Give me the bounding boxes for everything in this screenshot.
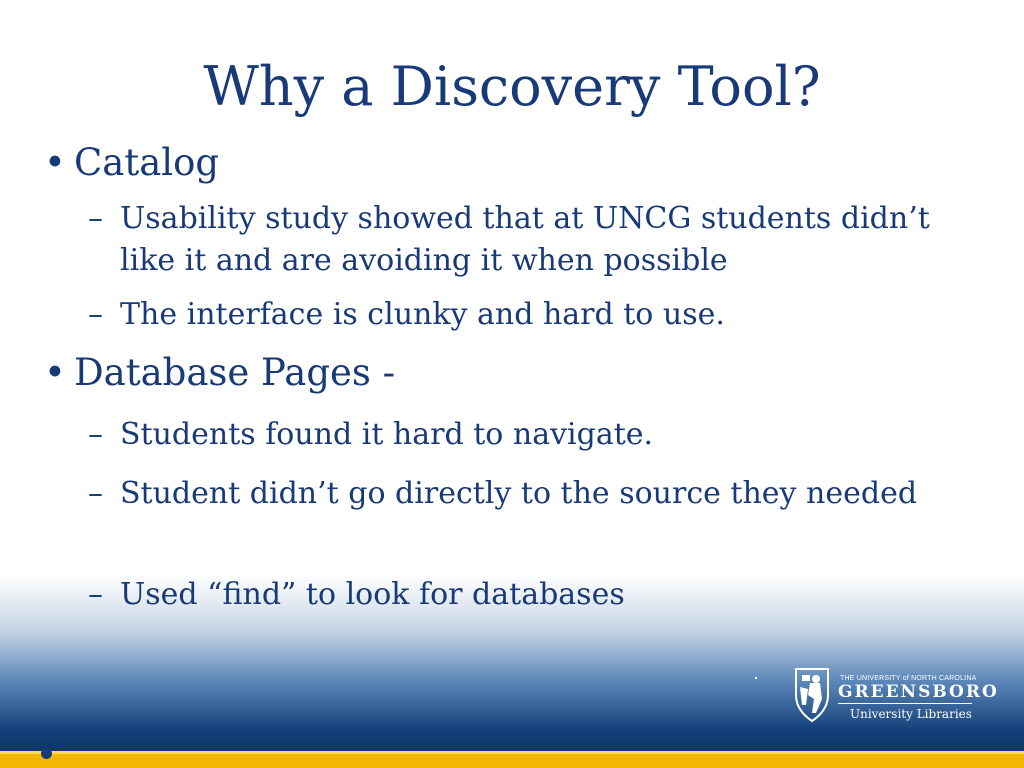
- sub-bullet-text: Usability study showed that at UNCG students didn’t like it and are avoiding it when possible: [120, 201, 930, 278]
- dash-marker: –: [88, 297, 103, 332]
- decorative-dot: [755, 677, 757, 679]
- bullet-database-pages: [44, 350, 395, 396]
- dash-marker: –: [88, 417, 103, 452]
- stray-bullet-dot: [41, 748, 52, 759]
- sub-bullet-text: Student didn’t go directly to the source they needed: [120, 476, 918, 511]
- bullet-text: Catalog: [74, 141, 220, 184]
- bullet-marker: •: [44, 351, 66, 394]
- logo-greensboro-wordmark: GREENSBORO: [838, 682, 999, 702]
- slide-title: Why a Discovery Tool?: [203, 55, 821, 118]
- bullet-marker: •: [44, 141, 66, 184]
- sub-bullet-interface: [88, 294, 968, 336]
- sub-bullet-source: [88, 471, 968, 517]
- spartan-shield-icon: [790, 665, 834, 723]
- dash-marker: –: [88, 476, 103, 511]
- sub-bullet-used-find: [88, 574, 968, 616]
- sub-bullet-text: Students found it hard to navigate.: [120, 417, 654, 452]
- logo-divider: [838, 703, 972, 704]
- uncg-libraries-logo: [790, 665, 999, 723]
- sub-bullet-hard-to-navigate: [88, 414, 968, 456]
- sub-bullet-text: The interface is clunky and hard to use.: [120, 297, 725, 332]
- bullet-catalog: [44, 140, 219, 186]
- footer-gold-bar: [0, 751, 1024, 768]
- dash-marker: –: [88, 577, 103, 612]
- dash-marker: –: [88, 201, 103, 236]
- bullet-text: Database Pages -: [74, 351, 396, 394]
- sub-bullet-usability-study: [88, 198, 968, 282]
- sub-bullet-text: Used “find” to look for databases: [120, 577, 625, 612]
- logo-university-line: THE UNIVERSITY of NORTH CAROLINA: [840, 675, 977, 682]
- logo-libraries-line: University Libraries: [850, 707, 972, 721]
